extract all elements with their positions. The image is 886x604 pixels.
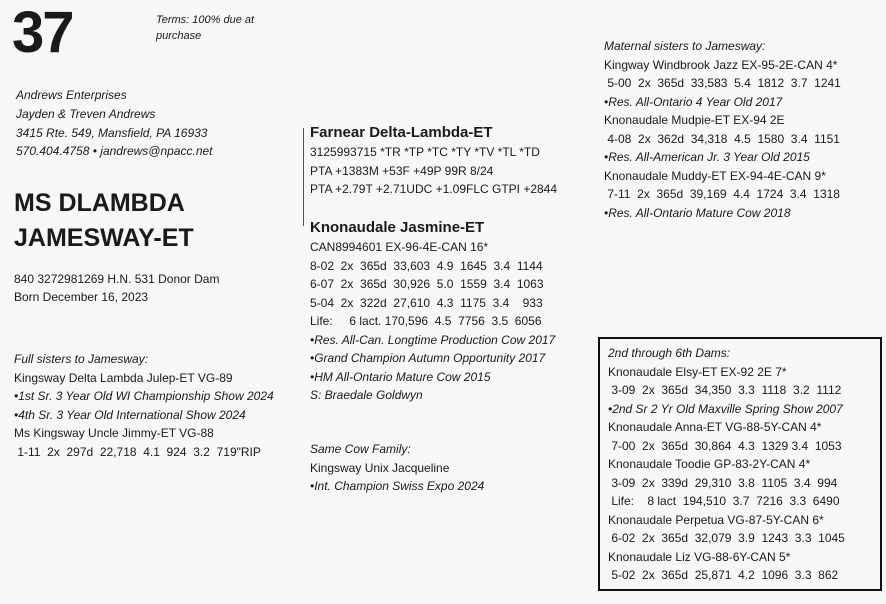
production-record: 5-04 2x 322d 27,610 4.3 1175 3.4 933 bbox=[310, 295, 543, 310]
sire-line: PTA +1383M +53F +49P 99R 8/24 bbox=[310, 163, 494, 178]
production-record: 3-09 2x 365d 34,350 3.3 1118 3.2 1112 bbox=[608, 383, 842, 397]
consignor-farm: Andrews Enterprises bbox=[16, 88, 127, 102]
award-line: •4th Sr. 3 Year Old International Show 2024 bbox=[14, 407, 246, 422]
production-record: 7-00 2x 365d 30,864 4.3 1329 3.4 1053 bbox=[608, 438, 842, 453]
dams-box bbox=[598, 337, 882, 591]
sire-name: Farnear Delta-Lambda-ET bbox=[310, 124, 493, 141]
same-family-lines bbox=[310, 459, 484, 496]
dam-lines bbox=[310, 238, 555, 405]
animal-line: Knonaudale Elsy-ET EX-92 2E 7* bbox=[608, 364, 787, 379]
production-record: Life: 8 lact 194,510 3.7 7216 3.3 6490 bbox=[608, 494, 840, 508]
animal-line: Ms Kingsway Uncle Jimmy-ET VG-88 bbox=[14, 426, 214, 440]
animal-line: Knonaudale Toodie GP-83-2Y-CAN 4* bbox=[608, 457, 811, 471]
animal-name bbox=[14, 186, 194, 256]
production-record: 1-11 2x 297d 22,718 4.1 924 3.2 719"RIP bbox=[14, 444, 261, 459]
award-line: •Grand Champion Autumn Opportunity 2017 bbox=[310, 351, 546, 365]
lot-number: 37 bbox=[12, 0, 73, 65]
full-sisters-list bbox=[14, 369, 274, 462]
registration-line: 840 3272981269 H.N. 531 Donor Dam bbox=[14, 272, 220, 286]
sire-section bbox=[310, 123, 557, 199]
pedigree-bracket-line bbox=[303, 128, 304, 226]
animal-line: Knonaudale Liz VG-88-6Y-CAN 5* bbox=[608, 549, 791, 564]
maternal-sisters-lines bbox=[604, 56, 841, 223]
animal-line: Kingway Windbrook Jazz EX-95-2E-CAN 4* bbox=[604, 57, 838, 72]
consignor-address: 3415 Rte. 549, Mansfield, PA 16933 bbox=[16, 125, 208, 140]
production-record: 3-09 2x 339d 29,310 3.8 1105 3.4 994 bbox=[608, 475, 838, 490]
dams-box-lines bbox=[608, 363, 880, 585]
award-line: •HM All-Ontario Mature Cow 2015 bbox=[310, 369, 491, 384]
production-record: 7-11 2x 365d 39,169 4.4 1724 3.4 1318 bbox=[604, 187, 840, 201]
birth-date: Born December 16, 2023 bbox=[14, 289, 149, 304]
award-line: S: Braedale Goldwyn bbox=[310, 388, 423, 402]
award-line: •Int. Champion Swiss Expo 2024 bbox=[310, 479, 485, 493]
animal-line: Knonaudale Muddy-ET EX-94-4E-CAN 9* bbox=[604, 168, 826, 183]
full-sisters-section bbox=[14, 350, 274, 461]
sale-terms: Terms: 100% due at purchase bbox=[156, 14, 255, 42]
consignor-contact: 570.404.4758 • jandrews@npacc.net bbox=[16, 144, 213, 159]
award-line: •Res. All-Ontario 4 Year Old 2017 bbox=[604, 94, 783, 109]
award-line: •2nd Sr 2 Yr Old Maxville Spring Show 2007 bbox=[608, 401, 843, 416]
dam-section bbox=[310, 218, 555, 405]
production-record: 5-02 2x 365d 25,871 4.2 1096 3.3 862 bbox=[608, 568, 839, 582]
animal-name-line2: JAMESWAY-ET bbox=[14, 224, 194, 252]
animal-line: Kingsway Delta Lambda Julep-ET VG-89 bbox=[14, 370, 233, 385]
award-line: •Res. All-Ontario Mature Cow 2018 bbox=[604, 205, 791, 220]
animal-line: Kingsway Unix Jacqueline bbox=[310, 460, 450, 475]
production-record: 6-07 2x 365d 30,926 5.0 1559 3.4 1063 bbox=[310, 277, 544, 291]
sire-line: PTA +2.79T +2.71UDC +1.09FLC GTPI +2844 bbox=[310, 182, 558, 196]
animal-line: Knonaudale Perpetua VG-87-5Y-CAN 6* bbox=[608, 512, 824, 527]
animal-line: Knonaudale Mudpie-ET EX-94 2E bbox=[604, 113, 785, 127]
award-line: •Res. All-Can. Longtime Production Cow 2017 bbox=[310, 332, 556, 347]
production-record: Life: 6 lact. 170,596 4.5 7756 3.5 6056 bbox=[310, 314, 542, 328]
dams-box-heading: 2nd through 6th Dams: bbox=[608, 346, 731, 360]
animal-registration bbox=[14, 271, 219, 306]
animal-name-line1: MS DLAMBDA bbox=[14, 189, 185, 217]
maternal-sisters-section bbox=[604, 37, 841, 222]
consignor-people: Jayden & Treven Andrews bbox=[16, 106, 156, 121]
same-family-heading: Same Cow Family: bbox=[310, 442, 411, 456]
sire-line: 3125993715 *TR *TP *TC *TY *TV *TL *TD bbox=[310, 145, 540, 159]
same-family-section bbox=[310, 440, 484, 496]
production-record: 5-00 2x 365d 33,583 5.4 1812 3.7 1241 bbox=[604, 76, 841, 90]
dam-name: Knonaudale Jasmine-ET bbox=[310, 219, 485, 236]
production-record: 4-08 2x 362d 34,318 4.5 1580 3.4 1151 bbox=[604, 131, 840, 146]
award-line: •1st Sr. 3 Year Old WI Championship Show 2024 bbox=[14, 389, 274, 403]
production-record: 6-02 2x 365d 32,079 3.9 1243 3.3 1045 bbox=[608, 531, 845, 545]
animal-line: Knonaudale Anna-ET VG-88-5Y-CAN 4* bbox=[608, 420, 822, 434]
award-line: •Res. All-American Jr. 3 Year Old 2015 bbox=[604, 150, 810, 164]
maternal-sisters-heading: Maternal sisters to Jamesway: bbox=[604, 39, 766, 53]
animal-line: CAN8994601 EX-96-4E-CAN 16* bbox=[310, 240, 489, 254]
consignor-block bbox=[16, 86, 213, 161]
production-record: 8-02 2x 365d 33,603 4.9 1645 3.4 1144 bbox=[310, 258, 543, 273]
full-sisters-heading: Full sisters to Jamesway: bbox=[14, 352, 149, 366]
